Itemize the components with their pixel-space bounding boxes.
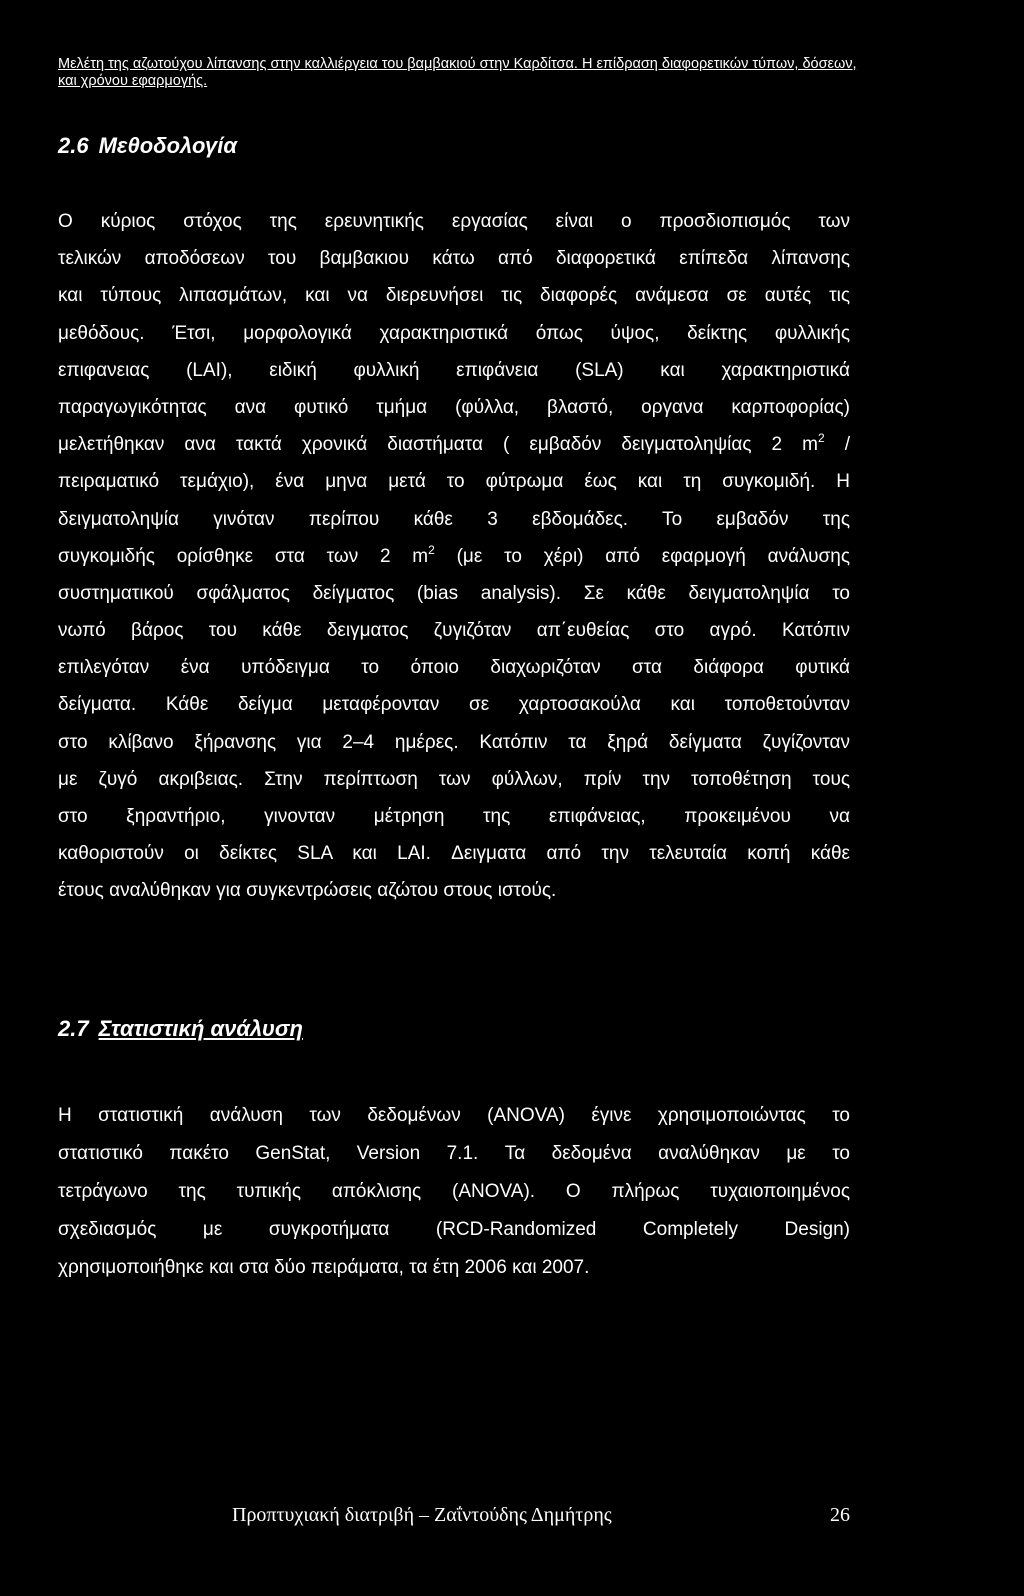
section-heading-statistics <box>58 1016 303 1042</box>
text-line: στατιστικό πακέτο GenStat, Version 7.1. Τα δεδομένα αναλύθηκαν με το <box>58 1143 850 1164</box>
text-line: στο κλίβανο ξήρανσης για 2–4 ημέρες. Κατόπιν τα ξηρά δείγματα ζυγίζονταν <box>58 731 850 753</box>
text-line: μεθόδους. Έτσι, μορφολογικά χαρακτηριστικά όπως ύψος, δείκτης φυλλικής <box>58 322 850 344</box>
text-line: δειγματοληψία γινόταν περίπου κάθε 3 εβδομάδες. Το εμβαδόν της <box>58 508 850 530</box>
section-number: 2.7 <box>58 1016 89 1041</box>
text-line: συστηματικού σφάλματος δείγματος (bias analysis). Σε κάθε δειγματοληψία το <box>58 582 850 604</box>
section-heading-methodology <box>58 133 237 159</box>
text-line: Η στατιστική ανάλυση των δεδομένων (ANOVA) έγινε χρησιμοποιώντας το <box>58 1105 850 1126</box>
text-line: τελικών αποδόσεων του βαμβακιου κάτω από διαφορετικά επίπεδα λίπανσης <box>58 248 850 270</box>
text-line: νωπό βάρος του κάθε δειγματος ζυγιζόταν απ΄ευθείας στο αγρό. Κατόπιν <box>58 620 850 642</box>
methodology-paragraph <box>58 203 850 910</box>
text-fragment: συγκομιδής ορίσθηκε στα των 2 m <box>58 545 429 567</box>
text-line: επιφανειας (LAI), ειδική φυλλική επιφάνεια (SLA) και χαρακτηριστικά <box>58 359 850 381</box>
text-line: καθοριστούν οι δείκτες SLA και LAI. Δειγματα από την τελευταία κοπή κάθε <box>58 843 850 865</box>
text-line: και τύπους λιπασμάτων, και να διερευνήσει τις διαφορές ανάμεσα σε αυτές τις <box>58 285 850 307</box>
section-number: 2.6 <box>58 133 89 158</box>
text-line: σχεδιασμός με συγκροτήματα (RCD-Randomized Completely Design) <box>58 1219 850 1240</box>
text-line <box>58 426 850 463</box>
text-line: Ο κύριος στόχος της ερευνητικής εργασίας είναι ο προσδιοπισμός των <box>58 211 850 232</box>
footer-author: Προπτυχιακή διατριβή – Ζαΐντούδης Δημήτρης <box>232 1504 612 1526</box>
text-line: τετράγωνο της τυπικής απόκλισης (ANOVA). Ο πλήρως τυχαιοποιημένος <box>58 1181 850 1202</box>
superscript: 2 <box>817 431 825 446</box>
section-title: Στατιστική ανάλυση <box>98 1016 303 1041</box>
text-line: χρησιμοποιήθηκε και στα δύο πειράματα, τα έτη 2006 και 2007. <box>58 1257 590 1278</box>
section-title: Μεθοδολογία <box>98 133 237 158</box>
text-line: με ζυγό ακριβειας. Στην περίπτωση των φύλλων, πρίν την τοποθέτηση τους <box>58 768 850 790</box>
text-line: έτους αναλύθηκαν για συγκεντρώσεις αζώτου στους ιστούς. <box>58 880 557 902</box>
page-number: 26 <box>830 1504 850 1526</box>
text-line: στο ξηραντήριο, γινονταν μέτρηση της επιφάνειας, προκειμένου να <box>58 806 850 827</box>
page-header: Μελέτη της αζωτούχου λίπανσης στην καλλιέργεια του βαμβακιού στην Καρδίτσα. Η επίδραση διαφορετικών τύπων, δόσεων, και χρόνου εφαρμογής. <box>58 56 857 89</box>
text-line: δείγματα. Κάθε δείγμα μεταφέρονταν σε χαρτοσακούλα και τοποθετούνταν <box>58 694 850 716</box>
text-line: πειραματικό τεμάχιο), ένα μηνα μετά το φύτρωμα έως και τη συγκομιδή. Η <box>58 471 850 493</box>
text-fragment: (με το χέρι) από εφαρμογή ανάλυσης <box>434 545 851 567</box>
text-line: παραγωγικότητας ανα φυτικό τμήμα (φύλλα, βλαστό, οργανα καρποφορίας) <box>58 396 850 418</box>
superscript: 2 <box>428 542 435 557</box>
text-fragment: μελετήθηκαν ανα τακτά χρονικά διαστήματα ( εμβαδόν δειγματοληψίας 2 m <box>58 434 818 456</box>
text-line <box>58 538 850 575</box>
text-fragment: / <box>824 434 850 456</box>
statistics-paragraph <box>58 1097 850 1287</box>
text-line: επιλεγόταν ένα υπόδειγμα το όποιο διαχωριζόταν στα διάφορα φυτικά <box>58 657 850 679</box>
